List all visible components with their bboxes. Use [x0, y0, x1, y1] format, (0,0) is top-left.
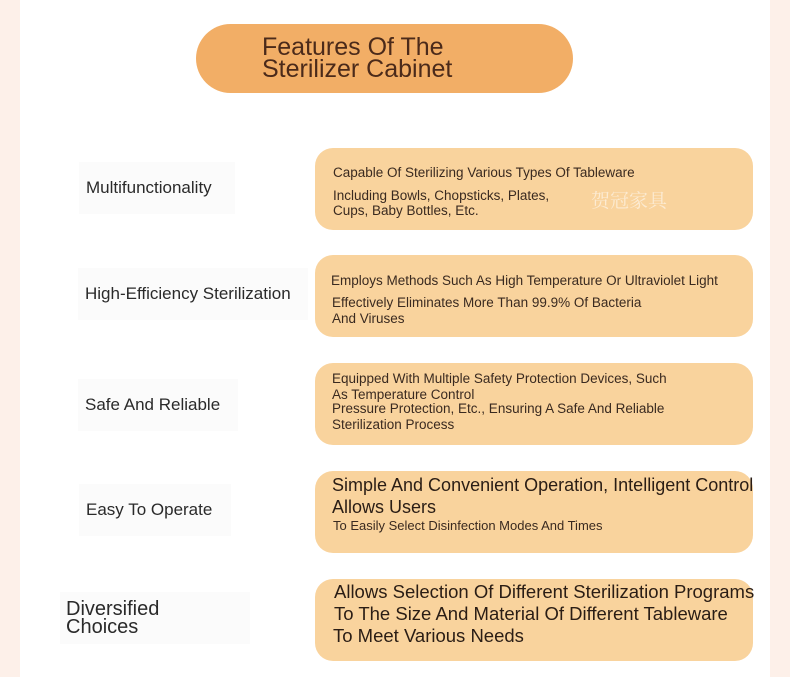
watermark-text: 贺冠家具	[591, 190, 668, 212]
feature-label-multifunctionality	[79, 162, 235, 214]
feature-label-text-line-1: Diversified	[66, 598, 160, 620]
page-background	[20, 0, 770, 677]
feature-label-text: High-Efficiency Sterilization	[85, 284, 291, 303]
feature-card-easy-to-operate	[315, 471, 753, 553]
feature-card-line: Employs Methods Such As High Temperature Or Ultraviolet Light	[331, 273, 718, 288]
feature-card-line: To Easily Select Disinfection Modes And Times	[333, 518, 603, 533]
feature-card-line: Equipped With Multiple Safety Protection Devices, Such	[332, 371, 667, 386]
feature-card-high-efficiency-sterilization	[315, 255, 753, 337]
feature-card-line: Simple And Convenient Operation, Intelligent Control	[332, 475, 754, 495]
feature-card-line: Capable Of Sterilizing Various Types Of Tableware	[333, 165, 635, 180]
feature-card-multifunctionality	[315, 148, 753, 230]
feature-card-line: And Viruses	[332, 311, 405, 326]
feature-label-text: Easy To Operate	[86, 500, 213, 519]
feature-card-line: Allows Selection Of Different Sterilization Programs	[334, 581, 755, 602]
feature-label-safe-and-reliable	[78, 379, 238, 431]
feature-label-easy-to-operate	[79, 484, 231, 536]
feature-label-diversified-choices	[60, 592, 250, 644]
feature-label-high-efficiency-sterilization	[78, 268, 308, 320]
feature-card-line: Effectively Eliminates More Than 99.9% Of Bacteria	[332, 295, 642, 310]
feature-card-line: Allows Users	[332, 497, 437, 517]
feature-label-text: Multifunctionality	[86, 178, 212, 197]
page-title-line-1: Features Of The	[262, 33, 444, 61]
feature-card-line: Sterilization Process	[332, 417, 455, 432]
feature-card-line: As Temperature Control	[332, 387, 475, 402]
feature-label-text: Safe And Reliable	[85, 395, 221, 414]
feature-card-line: To Meet Various Needs	[333, 625, 524, 646]
page-title-line-2: Sterilizer Cabinet	[262, 55, 453, 83]
feature-card-safe-and-reliable	[315, 363, 753, 445]
feature-card-line: Cups, Baby Bottles, Etc.	[333, 203, 479, 218]
page-title	[262, 33, 453, 83]
feature-card-line: Including Bowls, Chopsticks, Plates,	[333, 188, 550, 203]
feature-card-line: Pressure Protection, Etc., Ensuring A Safe And Reliable	[332, 401, 665, 416]
feature-card-diversified-choices	[315, 579, 753, 661]
feature-card-line: To The Size And Material Of Different Tableware	[334, 603, 728, 624]
feature-label-text-line-2: Choices	[66, 616, 139, 638]
